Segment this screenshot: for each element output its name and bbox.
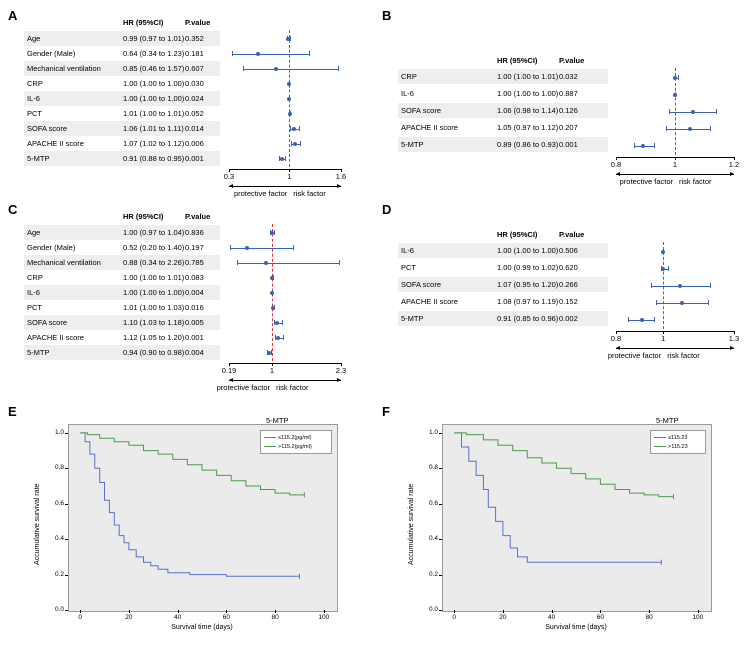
forest-row-hr: 1.00 (0.97 to 1.04) (123, 228, 185, 237)
x-axis-tick-label: 20 (125, 614, 133, 621)
forest-row-p: 0.266 (559, 280, 578, 289)
ci-cap-left (651, 283, 652, 288)
forest-row-p: 0.126 (559, 106, 578, 115)
forest-row-hr: 1.00 (0.99 to 1.02) (497, 263, 559, 272)
forest-header-row (398, 56, 591, 69)
forest-row-variable: SOFA score (27, 318, 68, 327)
y-axis-tick-label: 0.6 (428, 499, 438, 507)
x-axis-tick-label: 40 (174, 614, 182, 621)
forest-row-hr: 1.00 (1.00 to 1.00) (497, 89, 559, 98)
protective-factor-label: protective factor (216, 383, 270, 392)
y-axis-tick-label: 0.2 (428, 570, 438, 578)
forest-row-hr: 1.07 (1.02 to 1.12) (123, 139, 185, 148)
ci-cap-left (291, 141, 292, 146)
x-axis-tick-label: 40 (548, 614, 556, 621)
x-axis-tick-label: 1.2 (728, 160, 740, 169)
point-estimate (267, 351, 271, 355)
forest-plot-d (398, 230, 743, 380)
x-axis (616, 331, 734, 332)
ci-cap-right (654, 143, 655, 148)
forest-row-variable: Gender (Male) (27, 49, 76, 58)
forest-header-hr: HR (95%CI) (497, 56, 538, 65)
forest-row-hr: 1.06 (0.98 to 1.14) (497, 106, 559, 115)
point-estimate (280, 157, 284, 161)
forest-row-variable: Mechanical ventilation (27, 64, 101, 73)
point-estimate (292, 127, 296, 131)
forest-row-p: 0.620 (559, 263, 578, 272)
panel-letter-f: F (382, 404, 390, 419)
y-axis-tick-label: 0.4 (428, 535, 438, 543)
forest-row-hr: 0.99 (0.97 to 1.01) (123, 34, 185, 43)
arrow-left-icon (229, 378, 233, 382)
table-row (24, 151, 220, 166)
point-estimate (673, 93, 677, 97)
point-estimate (287, 82, 291, 86)
forest-row-variable: APACHE II score (401, 297, 458, 306)
legend-title: 5-MTP (656, 416, 679, 425)
arrow-right-icon (337, 378, 341, 382)
forest-row-variable: APACHE II score (27, 333, 84, 342)
forest-header-variable (398, 56, 497, 69)
forest-row-hr: 0.91 (0.88 to 0.95) (123, 154, 185, 163)
ci-cap-left (666, 126, 667, 131)
legend-label: >115.2(pg/ml) (278, 443, 312, 450)
y-axis-tick-label: 0.4 (54, 535, 64, 543)
table-row (24, 270, 220, 285)
forest-row-p: 0.352 (185, 34, 204, 43)
arrow-line (229, 380, 341, 381)
point-estimate (264, 261, 268, 265)
table-row (24, 76, 220, 91)
y-axis-label: Accumulative survival rate (34, 483, 41, 565)
forest-row-variable: IL-6 (27, 288, 40, 297)
ci-cap-right (716, 109, 717, 114)
table-row (398, 120, 608, 135)
ci-cap-left (669, 109, 670, 114)
legend-label: ≤115.23 (668, 434, 688, 441)
forest-row-p: 0.001 (185, 154, 204, 163)
table-row (24, 345, 220, 360)
forest-row-hr: 0.52 (0.20 to 1.40) (123, 243, 185, 252)
ci-cap-left (290, 126, 291, 131)
forest-row-variable: CRP (27, 273, 43, 282)
legend-swatch (654, 446, 666, 447)
forest-row-p: 0.887 (559, 89, 578, 98)
table-row (24, 240, 220, 255)
confidence-interval (232, 54, 309, 55)
protective-factor-label: protective factor (619, 177, 673, 186)
forest-row-hr: 0.85 (0.46 to 1.57) (123, 64, 185, 73)
arrow-line (616, 348, 734, 349)
forest-row-hr: 1.05 (0.97 to 1.12) (497, 123, 559, 132)
ci-cap-right (299, 126, 300, 131)
ci-cap-right (271, 350, 272, 355)
arrow-right-icon (337, 184, 341, 188)
forest-row-p: 0.001 (559, 140, 578, 149)
x-axis-tick-label: 1 (269, 366, 275, 375)
forest-row-hr: 0.94 (0.90 to 0.98) (123, 348, 185, 357)
point-estimate (691, 110, 695, 114)
ci-cap-right (710, 283, 711, 288)
ci-cap-left (237, 260, 238, 265)
forest-row-p: 0.197 (185, 243, 204, 252)
x-axis-tick-label: 60 (222, 614, 230, 621)
risk-factor-label: risk factor (275, 383, 309, 392)
forest-row-variable: Mechanical ventilation (27, 258, 101, 267)
point-estimate (275, 321, 279, 325)
forest-header-row (24, 18, 217, 31)
ci-cap-right (708, 300, 709, 305)
ci-cap-right (283, 335, 284, 340)
forest-header-p: P.value (185, 212, 211, 221)
ci-cap-left (656, 300, 657, 305)
point-estimate (270, 291, 274, 295)
ci-cap-right (668, 266, 669, 271)
point-estimate (286, 37, 290, 41)
forest-row-hr: 0.89 (0.86 to 0.93) (497, 140, 559, 149)
protective-factor-label: protective factor (607, 351, 662, 360)
forest-row-variable: APACHE II score (27, 139, 84, 148)
forest-header-variable (398, 230, 497, 243)
x-axis-tick-label: 20 (499, 614, 507, 621)
protective-factor-label: protective factor (233, 189, 288, 198)
legend-swatch (264, 437, 276, 438)
point-estimate (293, 142, 297, 146)
point-estimate (270, 231, 274, 235)
forest-row-hr: 1.08 (0.97 to 1.19) (497, 297, 559, 306)
forest-header-row (398, 230, 591, 243)
x-axis-tick-label: 80 (645, 614, 653, 621)
legend-swatch (654, 437, 666, 438)
x-axis-tick-label: 1.6 (335, 172, 347, 181)
legend-item (654, 433, 702, 442)
x-axis-tick-label: 0 (78, 614, 82, 621)
forest-row-p: 0.004 (185, 288, 204, 297)
ci-cap-right (293, 245, 294, 250)
y-axis-tick-label: 0.8 (54, 464, 64, 472)
table-row (24, 225, 220, 240)
table-row (24, 136, 220, 151)
forest-row-hr: 1.00 (1.00 to 1.01) (123, 273, 185, 282)
forest-row-hr: 1.06 (1.01 to 1.11) (123, 124, 184, 133)
forest-header-variable (24, 18, 123, 31)
y-axis-label: Accumulative survival rate (408, 483, 415, 565)
arrow-line (229, 186, 341, 187)
forest-header-hr: HR (95%CI) (123, 18, 164, 27)
forest-row-p: 0.005 (185, 318, 204, 327)
point-estimate (678, 284, 682, 288)
forest-row-hr: 1.00 (1.00 to 1.00) (123, 94, 185, 103)
forest-header-hr: HR (95%CI) (123, 212, 164, 221)
ci-cap-right (300, 141, 301, 146)
x-axis-tick-label: 1 (287, 172, 292, 181)
ci-cap-right (338, 66, 339, 71)
arrow-left-icon (616, 172, 620, 176)
point-estimate (640, 318, 644, 322)
forest-row-variable: 5-MTP (27, 348, 50, 357)
point-estimate (661, 250, 665, 254)
forest-row-variable: PCT (401, 263, 416, 272)
legend-label: >115.23 (668, 443, 688, 450)
point-estimate (256, 52, 260, 56)
forest-header-p: P.value (559, 56, 585, 65)
table-row (24, 300, 220, 315)
ci-cap-left (243, 66, 244, 71)
forest-header-p: P.value (185, 18, 211, 27)
forest-row-hr: 1.00 (1.00 to 1.00) (497, 246, 559, 255)
x-axis-tick-label: 0.8 (610, 334, 622, 343)
table-row (24, 31, 220, 46)
forest-row-p: 0.152 (559, 297, 578, 306)
legend-item (264, 433, 328, 442)
forest-row-variable: SOFA score (27, 124, 68, 133)
forest-row-hr: 1.01 (1.00 to 1.01) (123, 109, 185, 118)
forest-row-hr: 1.07 (0.95 to 1.20) (497, 280, 559, 289)
forest-row-variable: 5-MTP (27, 154, 50, 163)
km-plot-f (394, 412, 744, 640)
forest-row-p: 0.004 (185, 348, 204, 357)
table-row (398, 86, 608, 101)
x-axis-tick-label: 60 (596, 614, 604, 621)
x-axis (229, 363, 341, 364)
point-estimate (287, 97, 291, 101)
arrow-right-icon (730, 172, 734, 176)
table-row (398, 69, 608, 84)
confidence-interval (243, 69, 339, 70)
x-axis-tick-label: 100 (692, 614, 704, 621)
ci-cap-left (232, 51, 233, 56)
km-plot-e (20, 412, 370, 640)
forest-row-variable: IL-6 (401, 246, 414, 255)
ci-cap-right (282, 320, 283, 325)
forest-row-p: 0.836 (185, 228, 204, 237)
forest-row-variable: CRP (401, 72, 417, 81)
forest-row-variable: PCT (27, 303, 42, 312)
forest-row-variable: Gender (Male) (27, 243, 76, 252)
ci-cap-right (285, 156, 286, 161)
forest-plot-c (24, 212, 364, 392)
point-estimate (661, 267, 665, 271)
table-row (398, 277, 608, 292)
forest-row-hr: 1.00 (1.00 to 1.00) (123, 79, 185, 88)
table-row (398, 137, 608, 152)
x-axis-tick-label: 1 (661, 334, 666, 343)
table-row (24, 315, 220, 330)
y-axis-tick-label: 0.0 (54, 606, 64, 613)
arrow-left-icon (616, 346, 620, 350)
table-row (24, 46, 220, 61)
forest-row-p: 0.207 (559, 123, 578, 132)
risk-factor-label: risk factor (679, 177, 712, 186)
legend (650, 430, 706, 454)
forest-row-p: 0.030 (185, 79, 204, 88)
forest-row-hr: 0.64 (0.34 to 1.23) (123, 49, 185, 58)
panel-letter-a: A (8, 8, 18, 23)
forest-row-variable: SOFA score (401, 280, 442, 289)
forest-row-variable: 5-MTP (401, 314, 424, 323)
x-axis-tick-label: 80 (271, 614, 279, 621)
legend (260, 430, 332, 454)
y-axis-tick-label: 1.0 (428, 428, 438, 436)
x-axis-tick-label: 2.3 (335, 366, 347, 375)
table-row (24, 255, 220, 270)
forest-row-variable: SOFA score (401, 106, 442, 115)
forest-row-p: 0.032 (559, 72, 578, 81)
ci-cap-right (654, 317, 655, 322)
table-row (398, 103, 608, 118)
y-axis-tick-label: 1.0 (54, 428, 64, 436)
forest-row-p: 0.506 (559, 246, 578, 255)
panel-letter-e: E (8, 404, 17, 419)
point-estimate (673, 76, 677, 80)
x-axis-tick-label: 100 (318, 614, 330, 621)
forest-row-hr: 0.88 (0.34 to 2.26) (123, 258, 185, 267)
forest-plot-b (398, 56, 743, 186)
panel-letter-d: D (382, 202, 392, 217)
ci-cap-right (339, 260, 340, 265)
ci-cap-left (628, 317, 629, 322)
legend-item (264, 442, 328, 451)
point-estimate (288, 112, 292, 116)
point-estimate (245, 246, 249, 250)
forest-row-hr: 0.91 (0.85 to 0.96) (497, 314, 559, 323)
x-axis-tick-label: 0.19 (221, 366, 237, 375)
forest-header-p: P.value (559, 230, 585, 239)
forest-header-variable (24, 212, 123, 225)
forest-row-variable: 5-MTP (401, 140, 424, 149)
x-axis-tick-label: 1.3 (728, 334, 740, 343)
forest-row-p: 0.607 (185, 64, 204, 73)
y-axis-tick-label: 0.8 (428, 464, 438, 472)
forest-row-variable: IL-6 (27, 94, 40, 103)
point-estimate (274, 67, 278, 71)
x-axis-label: Survival time (days) (545, 624, 607, 631)
forest-row-variable: PCT (27, 109, 42, 118)
table-row (398, 311, 608, 326)
forest-row-variable: Age (27, 34, 41, 43)
forest-plot-a (24, 18, 364, 198)
panel-letter-b: B (382, 8, 392, 23)
forest-row-variable: Age (27, 228, 41, 237)
ci-cap-right (309, 51, 310, 56)
forest-row-variable: CRP (27, 79, 43, 88)
forest-row-p: 0.014 (185, 124, 204, 133)
forest-row-p: 0.006 (185, 139, 204, 148)
point-estimate (641, 144, 645, 148)
forest-row-p: 0.001 (185, 333, 204, 342)
arrow-line (616, 174, 734, 175)
risk-factor-label: risk factor (667, 351, 700, 360)
confidence-interval (230, 248, 294, 249)
risk-factor-label: risk factor (293, 189, 326, 198)
forest-row-hr: 1.00 (1.00 to 1.00) (123, 288, 185, 297)
forest-row-p: 0.083 (185, 273, 204, 282)
table-row (24, 121, 220, 136)
point-estimate (276, 336, 280, 340)
arrow-left-icon (229, 184, 233, 188)
forest-row-hr: 1.12 (1.05 to 1.20) (123, 333, 185, 342)
legend-title: 5-MTP (266, 416, 289, 425)
forest-header-hr: HR (95%CI) (497, 230, 538, 239)
forest-row-p: 0.024 (185, 94, 204, 103)
legend-label: ≤115.2(pg/ml) (278, 434, 312, 441)
point-estimate (271, 306, 275, 310)
ci-cap-left (230, 245, 231, 250)
table-row (398, 260, 608, 275)
point-estimate (270, 276, 274, 280)
ci-cap-right (678, 75, 679, 80)
forest-row-p: 0.016 (185, 303, 204, 312)
forest-row-p: 0.052 (185, 109, 204, 118)
ci-cap-right (710, 126, 711, 131)
forest-row-hr: 1.10 (1.03 to 1.18) (123, 318, 185, 327)
x-axis-label: Survival time (days) (171, 624, 233, 631)
x-axis-tick-label: 0.3 (223, 172, 235, 181)
x-axis-tick-label: 1 (672, 160, 678, 169)
forest-row-p: 0.181 (185, 49, 204, 58)
table-row (24, 330, 220, 345)
point-estimate (688, 127, 692, 131)
forest-header-row (24, 212, 217, 225)
forest-row-hr: 1.00 (1.00 to 1.01) (497, 72, 559, 81)
table-row (24, 61, 220, 76)
ci-cap-left (634, 143, 635, 148)
ci-cap-right (274, 230, 275, 235)
arrow-right-icon (730, 346, 734, 350)
panel-letter-c: C (8, 202, 18, 217)
point-estimate (680, 301, 684, 305)
forest-row-variable: IL-6 (401, 89, 414, 98)
table-row (398, 294, 608, 309)
forest-row-variable: APACHE II score (401, 123, 458, 132)
table-row (24, 91, 220, 106)
table-row (24, 106, 220, 121)
y-axis-tick-label: 0.2 (54, 570, 64, 578)
forest-row-hr: 1.01 (1.00 to 1.03) (123, 303, 185, 312)
x-axis-tick-label: 0 (452, 614, 456, 621)
legend-item (654, 442, 702, 451)
forest-row-p: 0.785 (185, 258, 204, 267)
y-axis-tick-label: 0.6 (54, 499, 64, 507)
forest-row-p: 0.002 (559, 314, 578, 323)
table-row (398, 243, 608, 258)
x-axis (229, 169, 341, 170)
legend-swatch (264, 446, 276, 447)
x-axis-tick-label: 0.8 (610, 160, 622, 169)
y-axis-tick-label: 0.0 (428, 606, 438, 613)
table-row (24, 285, 220, 300)
confidence-interval (237, 263, 339, 264)
